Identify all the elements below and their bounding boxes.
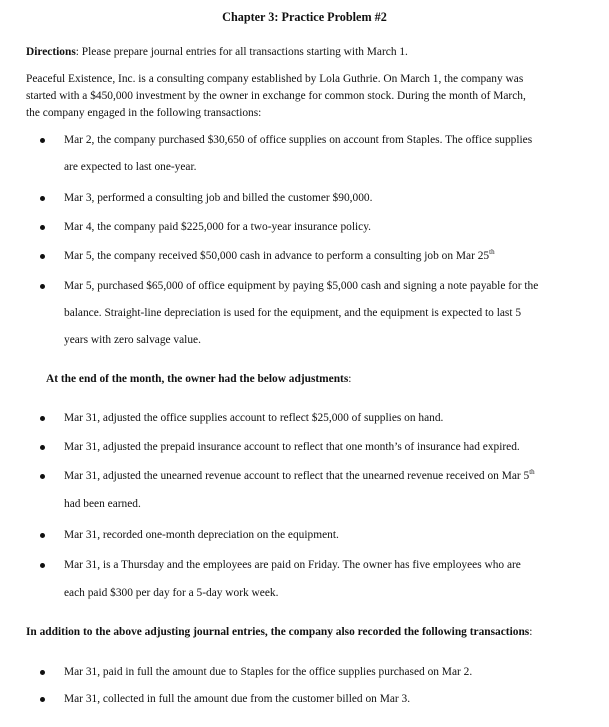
list-item: [64, 439, 593, 456]
additional-heading-text: In addition to the above adjusting journal entries, the company also recorded the following transactions: [26, 626, 530, 638]
list-item: [64, 219, 593, 236]
transaction-1-line-1: Mar 2, the company purchased $30,650 of office supplies on account from Staples. The office supplies: [64, 134, 533, 146]
list-item: [64, 132, 593, 149]
bullet-icon: [40, 225, 45, 230]
bullet-icon: [40, 445, 45, 450]
additional-1: Mar 31, paid in full the amount due to Staples for the office supplies purchased on Mar 2.: [64, 666, 473, 678]
transaction-4: Mar 5, the company received $50,000 cash in advance to perform a consulting job on Mar 25: [64, 250, 490, 262]
list-item: [64, 691, 593, 708]
list-item: [64, 248, 593, 265]
list-item: [64, 468, 593, 485]
transaction-5-line-2: balance. Straight-line depreciation is used for the equipment, and the equipment is expected to last 5: [64, 307, 522, 319]
intro-line-2: started with a $450,000 investment by the owner in exchange for common stock. During the month of March,: [26, 90, 526, 102]
additional-heading-colon: :: [529, 626, 533, 638]
list-item: [64, 278, 593, 295]
intro-line-3: the company engaged in the following transactions:: [26, 107, 262, 119]
adjustment-5-line-2: each paid $300 per day for a 5-day work week.: [64, 587, 279, 599]
intro-line-1: Peaceful Existence, Inc. is a consulting company established by Lola Guthrie. On March 1, the company was: [26, 73, 524, 85]
adjustment-3-line-2: had been earned.: [64, 498, 141, 510]
transaction-5-line-1: Mar 5, purchased $65,000 of office equipment by paying $5,000 cash and signing a note payable for the: [64, 280, 539, 292]
additional-2: Mar 31, collected in full the amount due from the customer billed on Mar 3.: [64, 693, 411, 705]
list-item: [64, 190, 593, 207]
adjustment-3-superscript: th: [529, 468, 535, 477]
transaction-2: Mar 3, performed a consulting job and billed the customer $90,000.: [64, 192, 373, 204]
page-title: Chapter 3: Practice Problem #2: [222, 10, 387, 24]
bullet-icon: [40, 533, 45, 538]
list-item: [64, 527, 593, 544]
adjustments-heading-text: At the end of the month, the owner had the below adjustments: [46, 373, 349, 385]
bullet-icon: [40, 416, 45, 421]
adjustment-3-line-1: Mar 31, adjusted the unearned revenue account to reflect that the unearned revenue received on Mar 5: [64, 470, 530, 482]
bullet-icon: [40, 474, 45, 479]
directions-label: Directions: [26, 46, 76, 58]
bullet-icon: [40, 563, 45, 568]
adjustment-4: Mar 31, recorded one-month depreciation on the equipment.: [64, 529, 339, 541]
bullet-icon: [40, 138, 45, 143]
bullet-icon: [40, 284, 45, 289]
transaction-3: Mar 4, the company paid $225,000 for a two-year insurance policy.: [64, 221, 372, 233]
directions-text: : Please prepare journal entries for all transactions starting with March 1.: [75, 46, 408, 58]
bullet-icon: [40, 196, 45, 201]
adjustments-heading: [46, 371, 351, 388]
list-item: [64, 557, 593, 574]
transaction-1-line-2: are expected to last one-year.: [64, 161, 197, 173]
adjustment-2: Mar 31, adjusted the prepaid insurance account to reflect that one month’s of insurance had expired.: [64, 441, 520, 453]
adjustments-heading-colon: :: [348, 373, 352, 385]
bullet-icon: [40, 697, 45, 702]
list-item: [64, 664, 593, 681]
additional-heading: [26, 624, 532, 641]
directions-paragraph: [26, 44, 593, 61]
adjustment-1: Mar 31, adjusted the office supplies account to reflect $25,000 of supplies on hand.: [64, 412, 444, 424]
bullet-icon: [40, 254, 45, 259]
list-item: [64, 410, 593, 427]
transaction-5-line-3: years with zero salvage value.: [64, 334, 201, 346]
transaction-4-superscript: th: [489, 248, 495, 257]
bullet-icon: [40, 670, 45, 675]
adjustment-5-line-1: Mar 31, is a Thursday and the employees are paid on Friday. The owner has five employees who are: [64, 559, 521, 571]
